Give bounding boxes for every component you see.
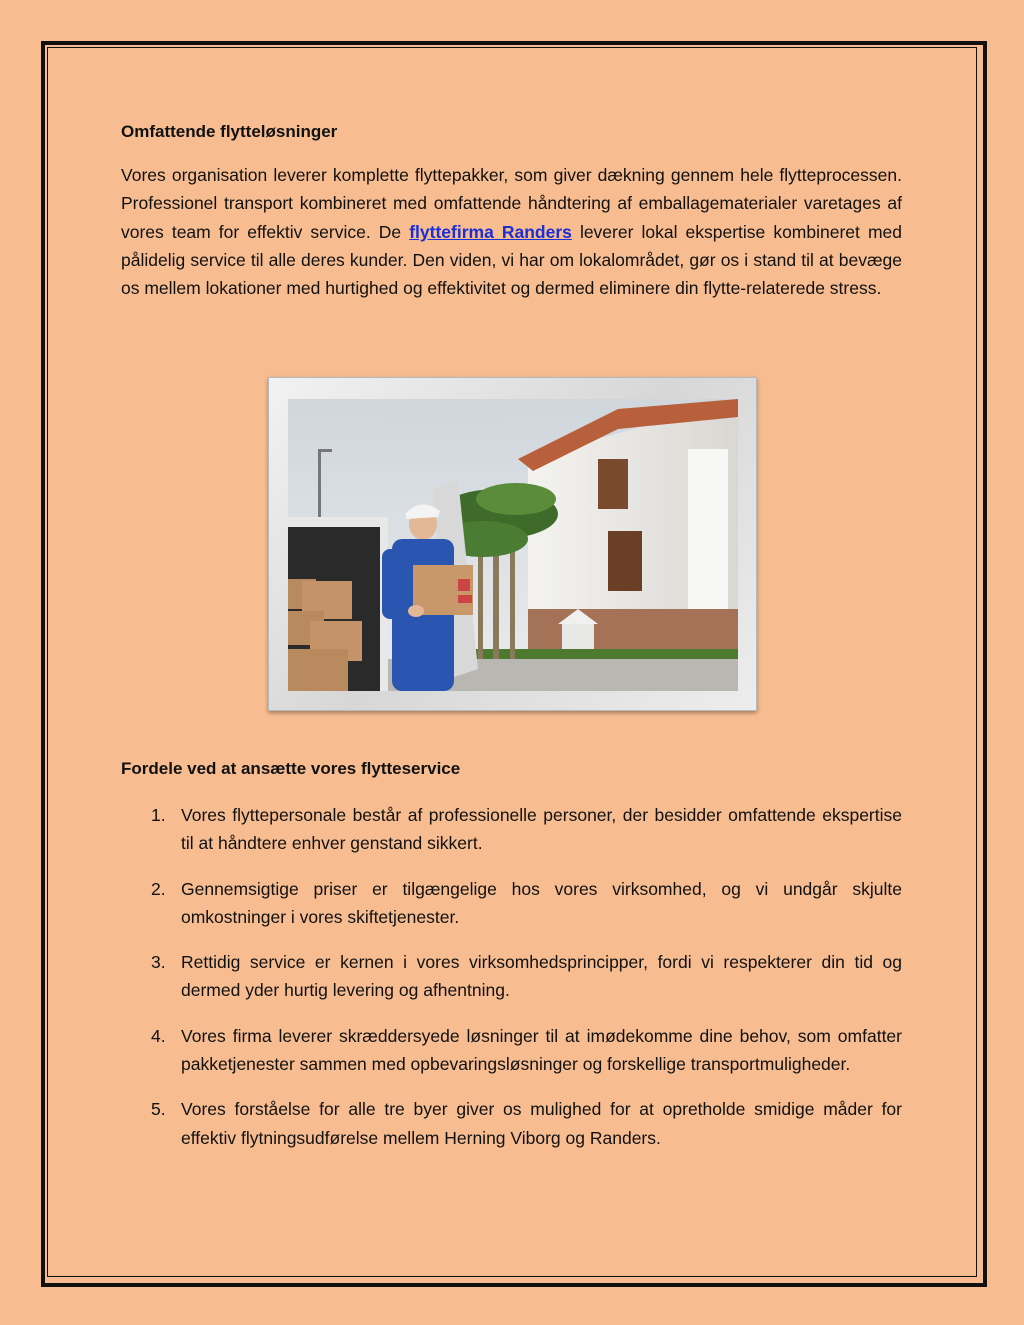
list-item-text: Vores flyttepersonale består af professionelle personer, der besidder omfattende ekspertise til at håndtere enhver genstand sikkert. [181,805,902,854]
list-item [121,1095,902,1152]
intro-text-before-link: Vores organisation leverer komplette flyttepakker, som giver dækning gennem hele flytteprocessen. Professionel transport kombineret med omfattende håndtering af emballagematerialer varetages af vores team for effektiv service. De [121,165,902,242]
list-item [121,1022,902,1079]
section-intro [121,120,902,302]
list-item-text: Vores firma leverer skræddersyede løsninger til at imødekomme dine behov, som omfatter pakketjenester sammen med opbevaringsløsninger og forskellige transportmuligheder. [181,1025,902,1075]
section-heading: Fordele ved at ansætte vores flytteservice [121,759,461,778]
list-item [121,875,902,932]
list-item-text: Vores forståelse for alle tre byer giver os mulighed for at opretholde smidige måder for effektiv flytningsudførelse mellem Herning Viborg og Randers. [181,1099,902,1148]
flyttefirma-randers-link[interactable]: flyttefirma Randers [409,221,572,242]
list-item-number: 4. [151,1025,166,1046]
benefits-list [121,801,902,1152]
list-item-text: Rettidig service er kernen i vores virksomhedsprincipper, fordi vi respekterer din tid og dermed yder hurtig levering og afhentning. [181,952,902,1001]
photo-frame [268,377,757,711]
list-item-text: Gennemsigtige priser er tilgængelige hos vores virksomhed, og vi undgår skjulte omkostninger i vores skiftetjenester. [181,878,902,927]
intro-text-after-link: leverer lokal ekspertise kombineret med pålidelig service til alle deres kunder. Den viden, vi har om lokalområdet, gør os i stand til at bevæge os mellem lokationer med hurtighed og effektivitet og dermed eliminere din flytte-relaterede stress. [121,221,902,299]
list-item-number: 1. [151,805,166,825]
section-heading: Omfattende flytteløsninger [121,122,338,141]
intro-paragraph [121,161,902,302]
section-benefits [121,757,902,1169]
list-item-number: 3. [151,952,166,973]
mover-photo [288,399,738,691]
list-item [121,801,902,858]
list-item-number: 2. [151,878,166,899]
list-item [121,948,902,1005]
list-item-number: 5. [151,1099,166,1120]
mover-photo-illustration [288,399,738,691]
